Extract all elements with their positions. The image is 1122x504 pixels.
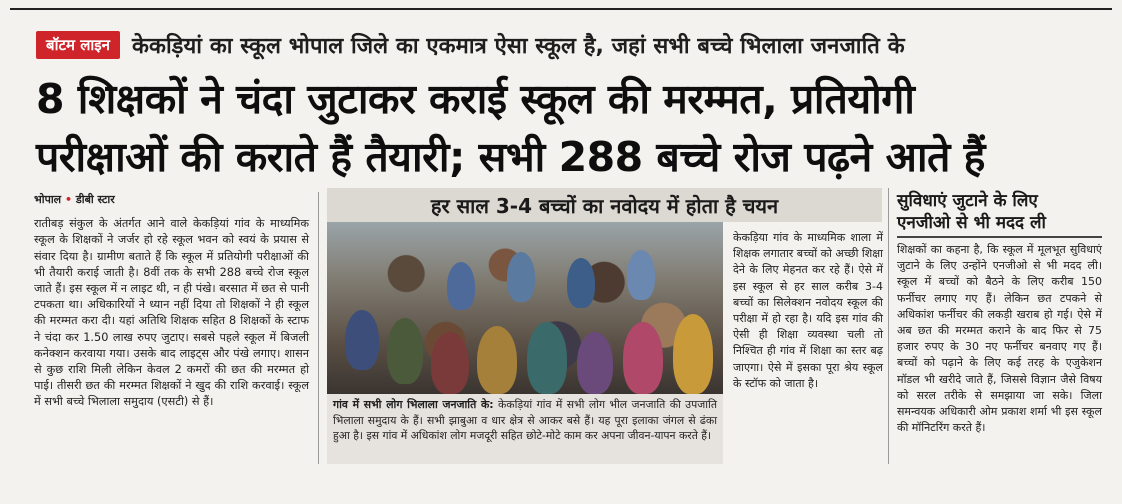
middle-body-text: केकड़िया गांव के माध्यमिक शाला में शिक्षक लगातार बच्चों को अच्छी शिक्षा देने के लिए मेहनत कर रहे हैं। ऐसे में इस स्कूल से हर साल करीब 3-4 बच्चों का सिलेक्शन नवोदय स्कूल की परीक्षा में हो रहा है। यदि इस गांव की ऐसी ही शिक्षा व्यवस्था चली तो निश्चित ही गांव में शिक्षा का स्तर बढ़ जाएगा। ऐसे में इसका पूरा श्रेय स्कूल के स्टॉफ को जाता है। bbox=[733, 231, 883, 390]
headline-line-2: परीक्षाओं की कराते हैं तैयारी; सभी 288 बच्चे रोज पढ़ने आते हैं bbox=[36, 133, 985, 181]
student-figure bbox=[623, 322, 663, 394]
right-heading-rule bbox=[897, 236, 1102, 238]
student-figure bbox=[507, 252, 535, 302]
left-body-text: रातीबड़ संकुल के अंतर्गत आने वाले केकड़ियां गांव के माध्यमिक स्कूल के शिक्षकों ने जर्जर हो रहे स्कूल भवन को स्वयं के प्रयास से संवार दिया है। ग्रामीण बताते हैं कि स्कूल में प्रतियोगी परीक्षाओं की भी तैयारी कराई जाती है। 8वीं तक के सभी 288 बच्चे रोज स्कूल जाते हैं। इस स्कूल में न लाइट थी, न ही पंखे। बरसात में छत से पानी टपकता था। अधिकारियों ने ध्यान नहीं दिया तो शिक्षकों ने ही स्कूल की मरम्मत करा दी। यहां अतिथि शिक्षक सहित 8 शिक्षकों के स्टाफ ने चंदा कर 1.50 लाख रुपए जुटाए। सबसे पहले स्कूल में बिजली कनेक्शन करवाया गया। उसके बाद लाइट्स और पंखे लगाए। शासन से कुछ राशि मिली लेकिन केवल 2 कमरों की छत की मरम्मत हो पाई। तीसरी छत की मरम्मत शिक्षकों ने खुद की राशि करवाई। स्कूल में सभी बच्चे भिलाला समुदाय (एसटी) से हैं। bbox=[34, 217, 309, 409]
column-divider-2 bbox=[888, 188, 889, 464]
middle-column bbox=[733, 230, 883, 392]
headline bbox=[36, 70, 1096, 186]
dateline bbox=[34, 192, 309, 208]
student-figure bbox=[567, 258, 595, 308]
student-figure bbox=[577, 332, 613, 394]
student-figure bbox=[431, 332, 469, 394]
right-heading-line-2: एनजीओ से भी मदद ली bbox=[897, 213, 1046, 233]
student-figure bbox=[527, 322, 567, 394]
column-divider-1 bbox=[318, 192, 319, 464]
left-column bbox=[34, 192, 309, 411]
right-column bbox=[897, 242, 1102, 436]
kicker-row bbox=[36, 28, 905, 62]
right-heading-line-1: सुविधाएं जुटाने के लिए bbox=[897, 191, 1038, 211]
dateline-separator: • bbox=[64, 193, 73, 206]
caption-text: केकड़ियां गांव में सभी लोग भील जनजाति की उपजाति भिलाला समुदाय के हैं। सभी झाबुआ व धार क्षेत्र से आकर बसे हैं। यह पूरा इलाका जंगल से ढंका हुआ है। इस गांव में अधिकांश लोग मजदूरी सहित छोटे-मोटे काम कर अपना जीवन-यापन करते हैं। bbox=[333, 398, 717, 442]
photo-heading: हर साल 3-4 बच्चों का नवोदय में होता है चयन bbox=[327, 188, 882, 222]
section-tag: बॉटम लाइन bbox=[36, 31, 120, 59]
student-figure bbox=[345, 310, 379, 370]
dateline-source: डीबी स्टार bbox=[75, 193, 115, 206]
student-figure bbox=[673, 314, 713, 394]
kicker-text: केकड़ियां का स्कूल भोपाल जिले का एकमात्र ऐसा स्कूल है, जहां सभी बच्चे भिलाला जनजाति के bbox=[131, 34, 905, 59]
headline-line-1: 8 शिक्षकों ने चंदा जुटाकर कराई स्कूल की मरम्मत, प्रतियोगी bbox=[36, 75, 915, 123]
right-body-text: शिक्षकों का कहना है, कि स्कूल में मूलभूत सुविधाएं जुटाने के लिए उन्होंने एनजीओ से भी मदद ली। स्कूल में बच्चों को बैठने के लिए करीब 150 फर्नीचर लगाए गए हैं। लेकिन छत टपकने से अधिकांश फर्नीचर की लकड़ी खराब हो गई। ऐसे में अब छत की मरम्मत कराने के बाद फिर से 75 हजार रुपए के 30 नए फर्नीचर बनवाए गए हैं। बच्चों को पढ़ाने के लिए कई तरह के एजुकेशन मॉडल भी खरीदे जाते हैं, जिससे विज्ञान जैसे विषय को सरल तरीके से समझाया जा सके। जिला समन्वयक अधिकारी ओम प्रकाश शर्मा भी इस स्कूल की मॉनिटरिंग करते हैं। bbox=[897, 243, 1102, 435]
photo-caption bbox=[327, 394, 723, 464]
dateline-place: भोपाल bbox=[34, 193, 62, 206]
student-figure bbox=[477, 326, 517, 394]
right-heading bbox=[897, 190, 1102, 234]
student-figure bbox=[447, 262, 475, 310]
caption-lead: गांव में सभी लोग भिलाला जनजाति के: bbox=[333, 398, 494, 411]
classroom-photo bbox=[327, 222, 723, 394]
student-figure bbox=[387, 318, 423, 384]
student-figure bbox=[627, 250, 655, 300]
top-rule bbox=[10, 8, 1112, 10]
